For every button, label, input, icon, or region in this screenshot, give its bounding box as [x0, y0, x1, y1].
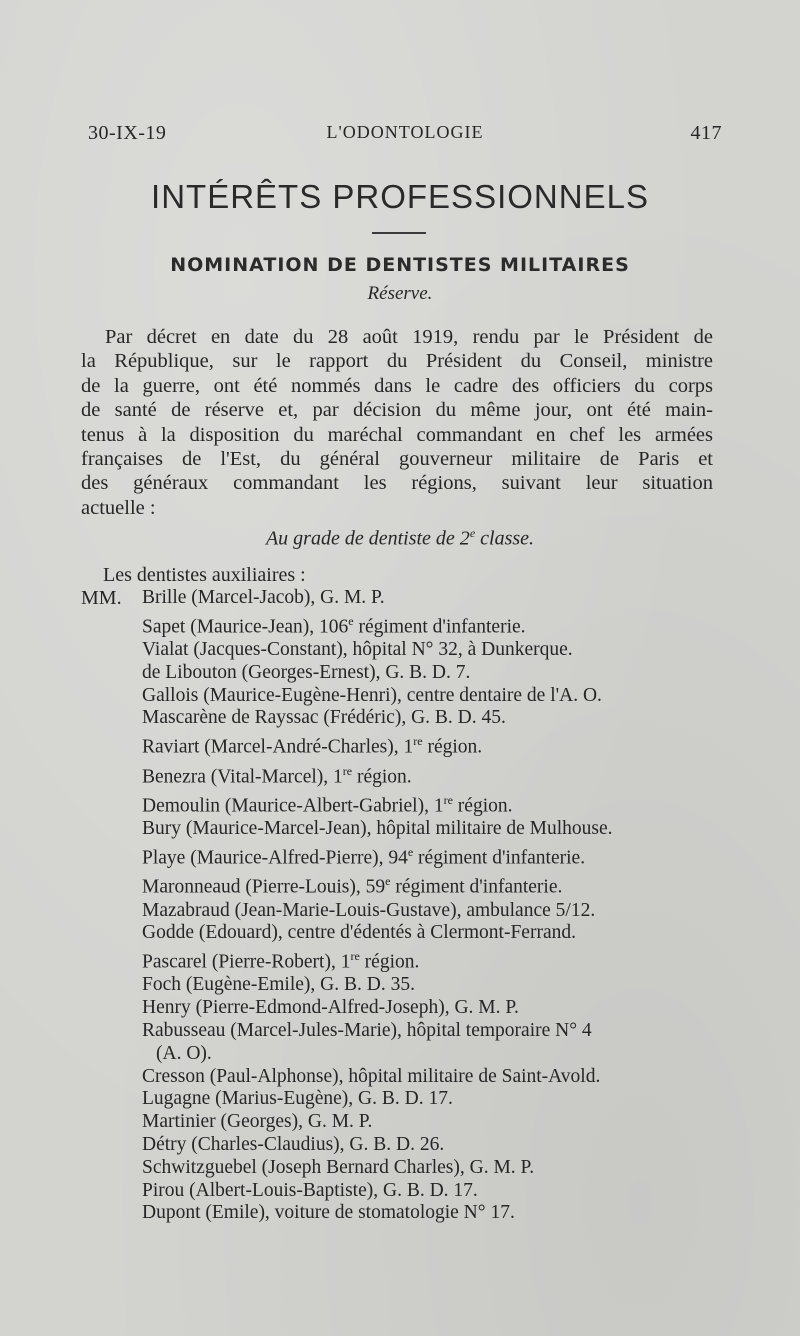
intro-line: Par décret en date du 28 août 1919, rendu par le Président de [105, 326, 713, 348]
mm-label: MM. [81, 587, 122, 609]
auxiliaires-label: Les dentistes auxiliaires : [103, 564, 306, 586]
list-item: Mascarène de Rayssac (Frédéric), G. B. D. 45. [142, 707, 506, 729]
list-item: Schwitzguebel (Joseph Bernard Charles), G. M. P. [142, 1156, 535, 1178]
list-item: Martinier (Georges), G. M. P. [142, 1111, 373, 1133]
running-header [88, 122, 722, 152]
list-item: Cresson (Paul-Alphonse), hôpital militaire de Saint-Avold. [142, 1065, 601, 1087]
intro-line: tenus à la disposition du maréchal commandant en chef les armées [81, 423, 713, 446]
list-item: Benezra (Vital-Marcel), 1re région. [142, 763, 412, 788]
grade-heading [0, 526, 800, 551]
list-item: Détry (Charles-Claudius), G. B. D. 26. [142, 1134, 445, 1156]
list-item: Rabusseau (Marcel-Jules-Marie), hôpital temporaire N° 4 [142, 1020, 592, 1042]
list-item: Pascarel (Pierre-Robert), 1re région. [142, 949, 420, 973]
intro-line: la République, sur le rapport du Président du Conseil, ministre [81, 350, 713, 373]
list-item: Godde (Edouard), centre d'édentés à Clermont-Ferrand. [142, 922, 576, 944]
section-subheading [0, 283, 800, 305]
list-item: Maronneaud (Pierre-Louis), 59e régiment d'infanterie. [142, 874, 563, 898]
subheading-text: Réserve. [367, 283, 433, 304]
grade-text-end: classe. [475, 527, 535, 550]
list-item: Demoulin (Maurice-Albert-Gabriel), 1re région. [142, 792, 513, 817]
intro-line: des généraux commandant les régions, suivant leur situation [81, 472, 713, 495]
list-item: Raviart (Marcel-André-Charles), 1re région. [142, 734, 483, 758]
list-item: Foch (Eugène-Emile), G. B. D. 35. [142, 974, 415, 996]
intro-line: françaises de l'Est, du général gouverneur militaire de Paris et [81, 448, 713, 471]
intro-line: actuelle : [81, 496, 156, 519]
list-item-continuation: (A. O). [156, 1042, 212, 1064]
list-item: Playe (Maurice-Alfred-Pierre), 94e régiment d'infanterie. [142, 844, 586, 869]
grade-sup: e [469, 526, 476, 540]
header-journal: L'ODONTOLOGIE [326, 122, 484, 142]
list-item: de Libouton (Georges-Ernest), G. B. D. 7. [142, 661, 471, 683]
list-item: Brille (Marcel-Jacob), G. M. P. [142, 587, 385, 608]
list-item: Gallois (Maurice-Eugène-Henri), centre dentaire de l'A. O. [142, 684, 602, 706]
list-item: Henry (Pierre-Edmond-Alfred-Joseph), G. M. P. [142, 997, 519, 1019]
intro-paragraph [81, 325, 713, 520]
list-item: Sapet (Maurice-Jean), 106e régiment d'infanterie. [142, 613, 526, 638]
intro-line: de la guerre, ont été nommés dans le cadre des officiers du corps [81, 374, 713, 397]
intro-line: de santé de réserve et, par décision du même jour, ont été main- [81, 399, 713, 422]
list-item: Pirou (Albert-Louis-Baptiste), G. B. D. 17. [142, 1179, 478, 1201]
header-date: 30-IX-19 [88, 122, 167, 144]
list-item: Lugagne (Marius-Eugène), G. B. D. 17. [142, 1088, 453, 1110]
list-item: Mazabraud (Jean-Marie-Louis-Gustave), ambulance 5/12. [142, 899, 596, 921]
grade-text: Au grade de dentiste de 2 [265, 527, 470, 550]
dentist-list [142, 587, 722, 1225]
page-title: INTÉRÊTS PROFESSIONNELS [151, 178, 649, 215]
list-item: Bury (Maurice-Marcel-Jean), hôpital militaire de Mulhouse. [142, 818, 613, 840]
list-item: Dupont (Emile), voiture de stomatologie N° 17. [142, 1202, 515, 1224]
list-item: Vialat (Jacques-Constant), hôpital N° 32, à Dunkerque. [142, 639, 573, 661]
title-rule [372, 232, 426, 234]
header-page-number: 417 [690, 122, 722, 144]
section-subtitle: NOMINATION DE DENTISTES MILITAIRES [170, 254, 630, 276]
